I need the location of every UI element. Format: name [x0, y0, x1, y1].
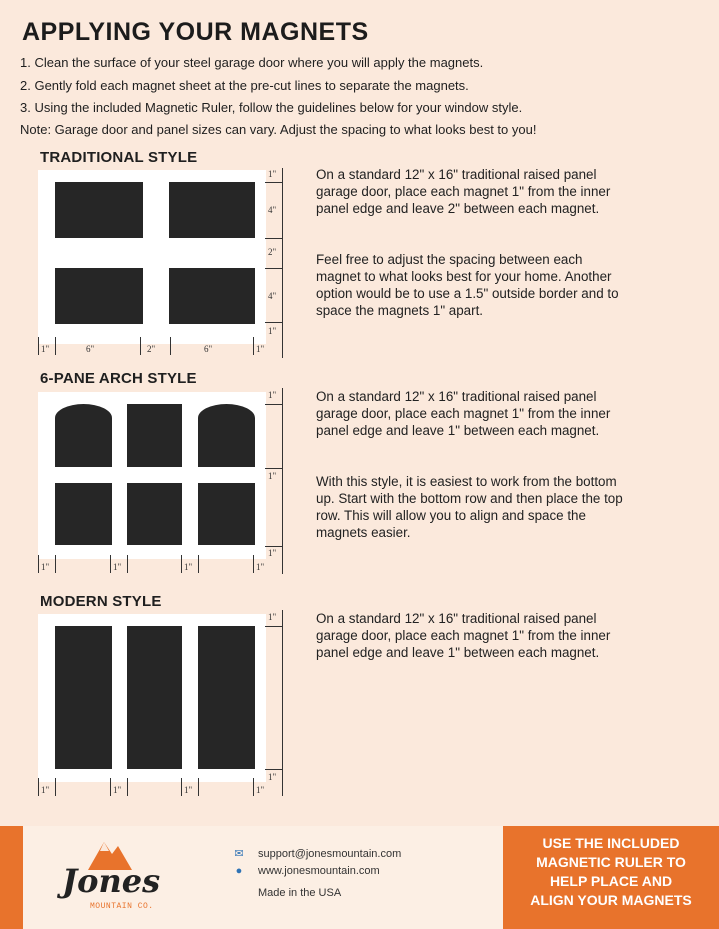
magnet	[55, 404, 112, 467]
modern-heading: MODERN STYLE	[40, 593, 162, 610]
arch-heading: 6-PANE ARCH STYLE	[40, 370, 197, 387]
page-title: APPLYING YOUR MAGNETS	[22, 18, 369, 46]
magnet	[127, 404, 182, 467]
magnet	[169, 268, 255, 324]
modern-text-1: On a standard 12" x 16" traditional raised panel garage door, place each magnet 1" from the inner panel edge and leave 1" between each magnet.	[316, 611, 611, 660]
measure-label: 4"	[268, 205, 277, 215]
magnet	[127, 626, 182, 769]
measure-label: 1"	[113, 785, 122, 795]
measure-label: 2"	[147, 344, 156, 354]
measure-label: 2"	[268, 247, 277, 257]
jones-logo	[60, 834, 160, 924]
measure-label: 1"	[41, 344, 50, 354]
measure-label: 1"	[268, 390, 277, 400]
traditional-door-diagram	[38, 170, 266, 344]
magnet	[198, 483, 255, 545]
modern-door-diagram	[38, 614, 266, 782]
magnet	[198, 626, 255, 769]
step-2: 2. Gently fold each magnet sheet at the pre-cut lines to separate the magnets.	[20, 78, 469, 93]
cta-line: USE THE INCLUDED	[542, 835, 680, 851]
footer-accent-bar	[0, 826, 23, 929]
measure-label: 6"	[204, 344, 213, 354]
measure-label: 6"	[86, 344, 95, 354]
brand-name: Jones	[62, 862, 161, 900]
traditional-text-2: Feel free to adjust the spacing between each magnet to what looks best for your home. Another option would be to use a 1.5" outside border and to space the magnets 1" apart.	[316, 252, 619, 318]
cta-line: ALIGN YOUR MAGNETS	[530, 892, 692, 908]
magnet	[198, 404, 255, 467]
measure-label: 1"	[41, 785, 50, 795]
globe-icon: ●	[235, 865, 243, 877]
arch-text-2: With this style, it is easiest to work from the bottom up. Start with the bottom row and then place the top row. This will allow you to align and space the magnets easier.	[316, 474, 623, 540]
measure-label: 1"	[256, 562, 265, 572]
measure-label: 1"	[268, 471, 277, 481]
step-3: 3. Using the included Magnetic Ruler, follow the guidelines below for your window style.	[20, 100, 523, 115]
brand-subtitle: MOUNTAIN CO.	[90, 902, 154, 911]
step-1: 1. Clean the surface of your steel garage door where you will apply the magnets.	[20, 55, 484, 70]
cta-banner	[503, 826, 719, 929]
arch-text-1: On a standard 12" x 16" traditional raised panel garage door, place each magnet 1" from the inner panel edge and leave 1" between each magnet.	[316, 389, 611, 438]
email-icon: ✉	[234, 848, 244, 860]
magnet	[55, 182, 143, 238]
measure-label: 1"	[41, 562, 50, 572]
traditional-heading: TRADITIONAL STYLE	[40, 149, 198, 166]
website-link[interactable]: www.jonesmountain.com	[258, 865, 380, 877]
arch-door-diagram	[38, 392, 266, 559]
measure-label: 1"	[268, 169, 277, 179]
magnet	[127, 483, 182, 545]
measure-label: 1"	[184, 785, 193, 795]
measure-label: 4"	[268, 291, 277, 301]
measure-label: 1"	[256, 344, 265, 354]
made-in-usa: Made in the USA	[258, 887, 342, 899]
cta-line: MAGNETIC RULER TO	[536, 854, 686, 870]
magnet	[55, 483, 112, 545]
measure-label: 1"	[256, 785, 265, 795]
note: Note: Garage door and panel sizes can vary. Adjust the spacing to what looks best to you!	[20, 122, 537, 137]
magnet	[55, 268, 143, 324]
magnet	[169, 182, 255, 238]
measure-label: 1"	[268, 772, 277, 782]
email-link[interactable]: support@jonesmountain.com	[258, 848, 402, 860]
magnet	[55, 626, 112, 769]
measure-label: 1"	[268, 612, 277, 622]
measure-label: 1"	[268, 326, 277, 336]
measure-label: 1"	[184, 562, 193, 572]
measure-label: 1"	[113, 562, 122, 572]
cta-line: HELP PLACE AND	[549, 873, 673, 889]
traditional-text-1: On a standard 12" x 16" traditional raised panel garage door, place each magnet 1" from the inner panel edge and leave 2" between each magnet.	[316, 167, 611, 216]
measure-label: 1"	[268, 548, 277, 558]
